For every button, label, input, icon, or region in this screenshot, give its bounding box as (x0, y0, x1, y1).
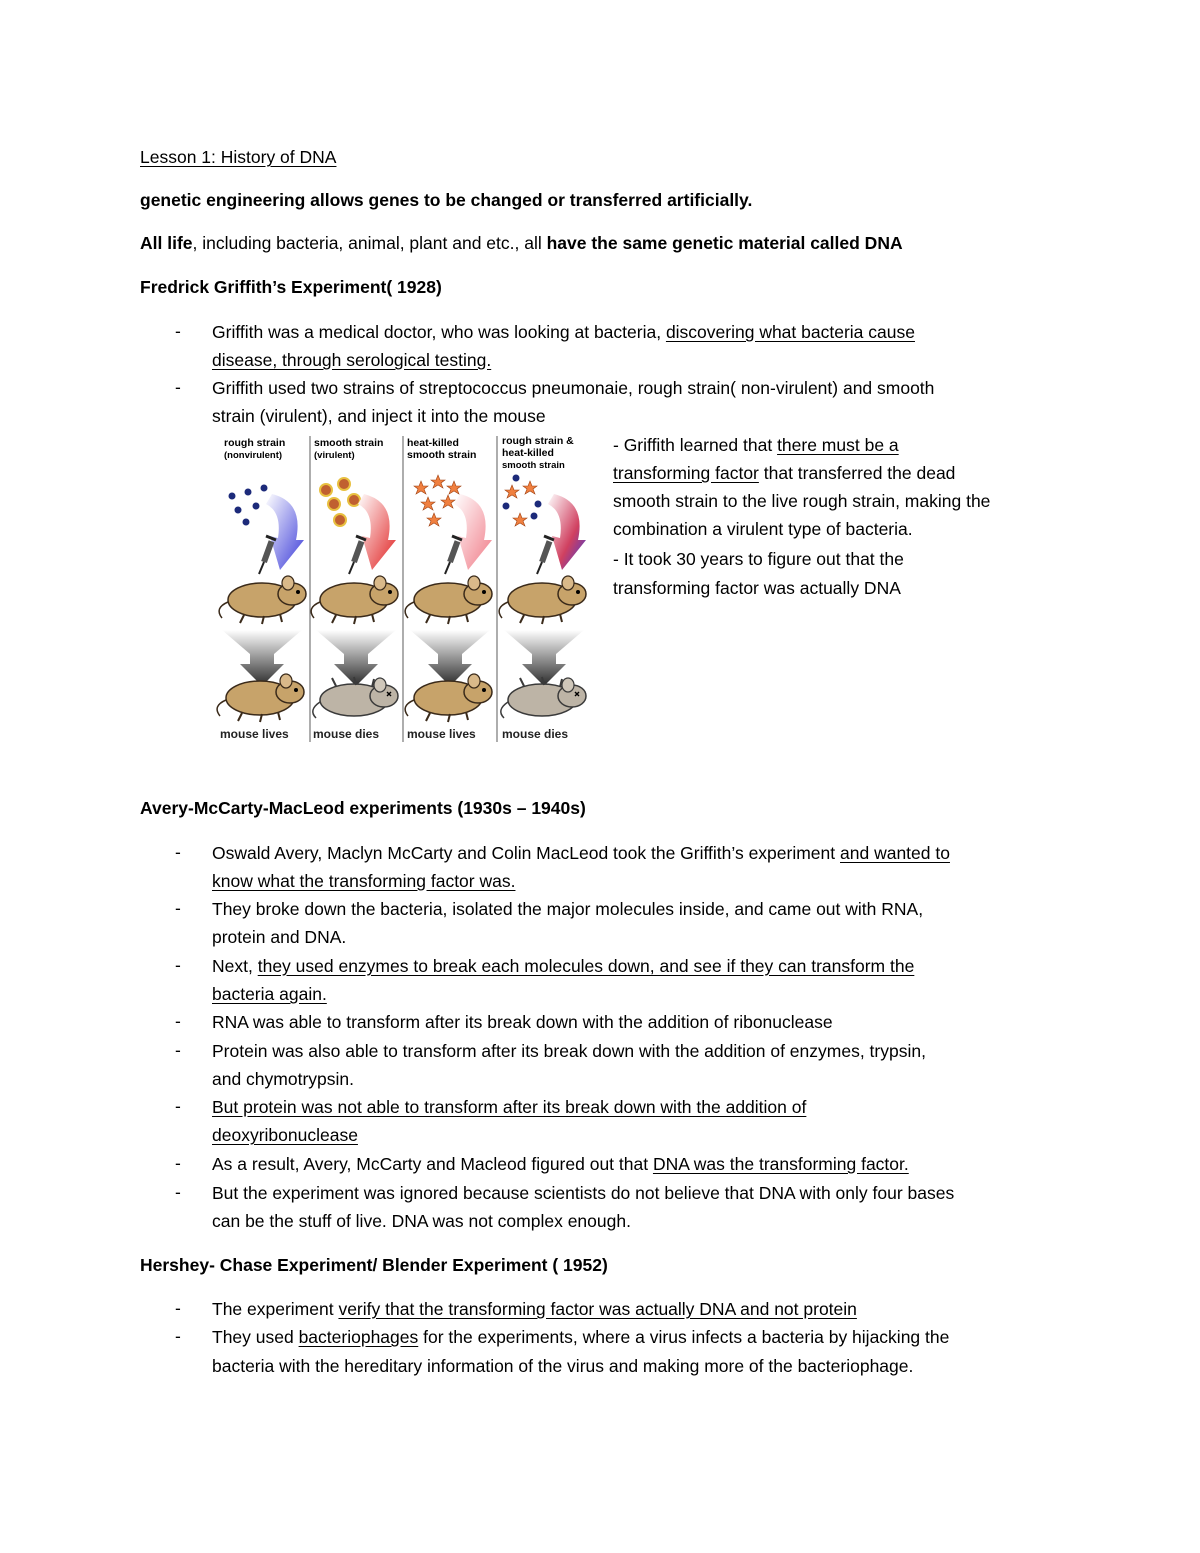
avery-bullet-4: RNA was able to transform after its break down with the addition of ribonuclease (212, 1012, 833, 1032)
arrow-icon (548, 494, 586, 570)
bullet-dash: - (175, 377, 181, 397)
bullet-dash: - (175, 1298, 181, 1318)
hershey-heading: Hershey- Chase Experiment/ Blender Experiment ( 1952) (140, 1255, 608, 1275)
avery-b1-underline: and wanted to (840, 843, 950, 863)
hershey-b2-underline: bacteriophages (298, 1327, 419, 1347)
griffith-side-note-1 (613, 434, 899, 456)
avery-b3-underline: they used enzymes to break each molecules down, and see if they can transform the (257, 956, 915, 976)
avery-b7-underline: DNA was the transforming factor. (652, 1154, 909, 1174)
bullet-dash: - (175, 1011, 181, 1031)
heat-killed-bacteria-icon (414, 475, 461, 526)
avery-bullet-3-cont: bacteria again. (212, 984, 327, 1004)
mouse-icon (311, 576, 398, 624)
griffith-b1-underline: discovering what bacteria cause (665, 322, 915, 342)
page-title: Lesson 1: History of DNA (140, 147, 337, 167)
griffith-side-note-2-l2: transforming factor was actually DNA (613, 578, 901, 598)
smooth-strain-bacteria-icon (320, 478, 360, 526)
hershey-b2-text-2: for the experiments, where a virus infects a bacteria by hijacking the (418, 1327, 950, 1347)
hershey-bullet-2 (212, 1326, 949, 1348)
avery-bullet-8: But the experiment was ignored because scientists do not believe that DNA with only four bases (212, 1183, 955, 1203)
griffith-bullet-2: Griffith used two strains of streptococcus pneumonaie, rough strain( non-virulent) and smooth (212, 378, 935, 398)
mouse-icon (219, 576, 306, 624)
side1-a: - Griffith learned that (613, 435, 778, 455)
avery-bullet-2-cont: protein and DNA. (212, 927, 347, 947)
hershey-bullet-2-cont: bacteria with the hereditary information of the virus and making more of the bacteriophage. (212, 1356, 914, 1376)
griffith-heading: Fredrick Griffith’s Experiment( 1928) (140, 277, 442, 297)
bullet-dash: - (175, 898, 181, 918)
griffith-side-note-1-l3: smooth strain to the live rough strain, making the (613, 491, 991, 511)
funnel-arrow-icon (316, 630, 396, 686)
avery-bullet-5-cont: and chymotrypsin. (212, 1069, 355, 1089)
bullet-dash: - (175, 842, 181, 862)
bullet-dash: - (175, 1096, 181, 1116)
avery-bullet-2: They broke down the bacteria, isolated the major molecules inside, and came out with RNA, (212, 899, 924, 919)
live-mouse-icon (405, 674, 492, 722)
griffith-experiment-figure (216, 432, 592, 744)
figure-col4-sub: heat-killed (502, 447, 554, 459)
griffith-side-note-2: - It took 30 years to figure out that the (613, 549, 904, 569)
syringe-icon (537, 536, 554, 574)
hershey-b1-text: The experiment (212, 1299, 339, 1319)
mouse-icon (405, 576, 492, 624)
arrow-icon (266, 494, 304, 570)
hershey-bullet-1 (212, 1298, 857, 1320)
griffith-bullet-1 (212, 321, 915, 343)
avery-bullet-1 (212, 842, 950, 864)
side1-d: that transferred the dead (758, 463, 956, 483)
avery-b7-text: As a result, Avery, McCarty and Macleod figured out that (212, 1154, 653, 1174)
figure-result-1: mouse lives (220, 727, 289, 741)
avery-bullet-3 (212, 955, 914, 977)
figure-result-2: mouse dies (313, 727, 380, 741)
hershey-b1-underline: verify that the transforming factor was actually DNA and not protein (338, 1299, 857, 1319)
figure-col1-label: rough strain (224, 437, 286, 449)
intro-genetic-engineering: genetic engineering allows genes to be changed or transferred artificially. (140, 190, 753, 210)
intro-all-life-bold-end: have the same genetic material called DNA (546, 233, 903, 253)
avery-bullet-6-cont: deoxyribonuclease (212, 1125, 358, 1145)
dead-mouse-icon (501, 677, 586, 718)
figure-result-4: mouse dies (502, 727, 569, 741)
syringe-icon (445, 536, 462, 574)
figure-col3-label: heat-killed (407, 437, 459, 449)
bullet-dash: - (175, 1326, 181, 1346)
avery-bullet-7 (212, 1153, 909, 1175)
mouse-icon (499, 576, 586, 624)
side1-b: there must be a (777, 435, 899, 455)
griffith-side-note-1-l2 (613, 462, 955, 484)
avery-heading: Avery-McCarty-MacLeod experiments (1930s – 1940s) (140, 798, 586, 818)
arrow-icon (358, 494, 396, 570)
intro-all-life-text: , including bacteria, animal, plant and etc., all (192, 233, 547, 253)
funnel-arrow-icon (504, 630, 584, 686)
arrow-icon (454, 494, 492, 570)
hershey-b2-text: They used (212, 1327, 299, 1347)
figure-col4-label: rough strain & (502, 435, 574, 447)
bullet-dash: - (175, 955, 181, 975)
figure-col4-sub2: smooth strain (502, 460, 565, 471)
intro-all-life (140, 232, 903, 254)
bullet-dash: - (175, 1153, 181, 1173)
avery-bullet-5: Protein was also able to transform after its break down with the addition of enzymes, trypsin, (212, 1041, 926, 1061)
avery-bullet-6: But protein was not able to transform after its break down with the addition of (212, 1097, 807, 1117)
bullet-dash: - (175, 321, 181, 341)
mixed-bacteria-icon (503, 475, 542, 527)
figure-col2-label: smooth strain (314, 437, 384, 449)
griffith-side-note-1-l4: combination a virulent type of bacteria. (613, 519, 913, 539)
bullet-dash: - (175, 1182, 181, 1202)
avery-b1-text: Oswald Avery, Maclyn McCarty and Colin MacLeod took the Griffith’s experiment (212, 843, 841, 863)
bullet-dash: - (175, 1040, 181, 1060)
avery-bullet-1-cont: know what the transforming factor was. (212, 871, 516, 891)
figure-col2-sub: (virulent) (314, 450, 355, 461)
avery-bullet-8-cont: can be the stuff of live. DNA was not complex enough. (212, 1211, 631, 1231)
figure-col3-sub: smooth strain (407, 449, 477, 461)
avery-b3-text: Next, (212, 956, 258, 976)
live-mouse-icon (217, 674, 304, 722)
rough-strain-bacteria-icon (229, 485, 268, 526)
side1-c: transforming factor (613, 463, 759, 483)
griffith-bullet-2-cont: strain (virulent), and inject it into the mouse (212, 406, 546, 426)
dead-mouse-icon (313, 677, 398, 718)
griffith-bullet-1-cont: disease, through serological testing. (212, 350, 492, 370)
figure-col1-sub: (nonvirulent) (224, 450, 283, 461)
figure-result-3: mouse lives (407, 727, 476, 741)
intro-all-life-bold: All life (140, 233, 193, 253)
griffith-b1-text: Griffith was a medical doctor, who was looking at bacteria, (212, 322, 666, 342)
syringe-icon (349, 536, 366, 574)
